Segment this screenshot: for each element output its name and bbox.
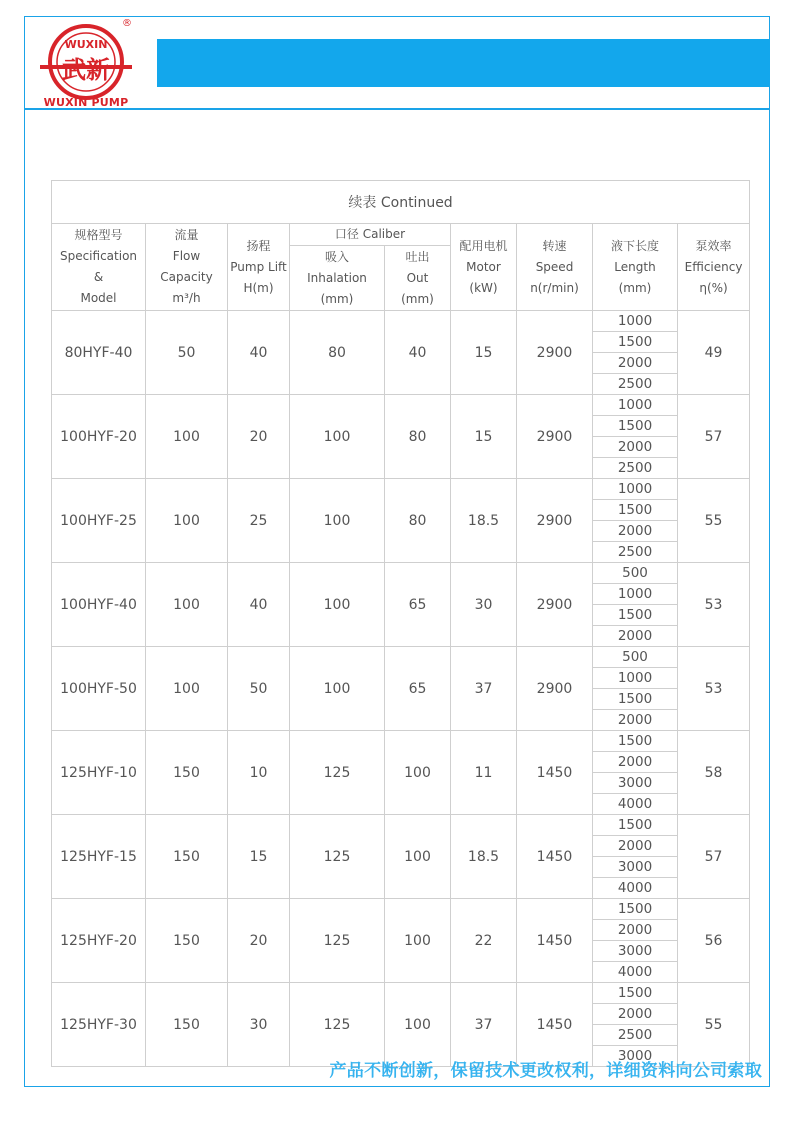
model-cell: 100HYF-40 [52,563,146,647]
table-row [52,563,750,584]
inhalation-cell: 125 [290,983,385,1067]
flow-cell: 150 [146,815,228,899]
efficiency-cell: 53 [678,563,750,647]
out-cell: 80 [385,395,451,479]
table-row [52,983,750,1004]
header-length: 液下长度 Length (mm) [593,224,678,311]
speed-cell: 1450 [517,731,593,815]
length-cell: 3000 [593,1046,678,1067]
length-cell: 4000 [593,878,678,899]
length-cell: 3000 [593,857,678,878]
lift-cell: 30 [228,983,290,1067]
motor-cell: 37 [451,647,517,731]
length-cell: 2000 [593,353,678,374]
model-cell: 100HYF-20 [52,395,146,479]
model-cell: 80HYF-40 [52,311,146,395]
length-cell: 1000 [593,584,678,605]
registered-mark: ® [122,18,132,29]
length-cell: 3000 [593,941,678,962]
motor-cell: 11 [451,731,517,815]
header-efficiency: 泵效率 Efficiency η(%) [678,224,750,311]
speed-cell: 2900 [517,311,593,395]
out-cell: 100 [385,899,451,983]
lift-cell: 25 [228,479,290,563]
length-cell: 2500 [593,374,678,395]
header-lift: 扬程 Pump Lift H(m) [228,224,290,311]
header-flow: 流量 Flow Capacity m³/h [146,224,228,311]
efficiency-cell: 56 [678,899,750,983]
flow-cell: 100 [146,395,228,479]
table-row [52,311,750,332]
header-caliber: 口径 Caliber [290,224,451,246]
flow-cell: 100 [146,563,228,647]
length-cell: 1000 [593,668,678,689]
model-cell: 125HYF-15 [52,815,146,899]
length-cell: 2000 [593,626,678,647]
logo-chinese-text: 武新 [62,56,110,84]
table-row [52,815,750,836]
lift-cell: 50 [228,647,290,731]
length-cell: 1500 [593,416,678,437]
motor-cell: 30 [451,563,517,647]
lift-cell: 40 [228,563,290,647]
table-caption: 续表 Continued [52,181,750,224]
speed-cell: 2900 [517,479,593,563]
length-cell: 1500 [593,731,678,752]
out-cell: 40 [385,311,451,395]
model-cell: 125HYF-20 [52,899,146,983]
speed-cell: 1450 [517,815,593,899]
flow-cell: 50 [146,311,228,395]
efficiency-cell: 55 [678,983,750,1067]
model-cell: 100HYF-50 [52,647,146,731]
motor-cell: 15 [451,311,517,395]
inhalation-cell: 80 [290,311,385,395]
motor-cell: 15 [451,395,517,479]
speed-cell: 2900 [517,563,593,647]
lift-cell: 15 [228,815,290,899]
length-cell: 2500 [593,542,678,563]
length-cell: 1000 [593,395,678,416]
efficiency-cell: 58 [678,731,750,815]
inhalation-cell: 100 [290,563,385,647]
header-banner [157,39,770,87]
specification-table [51,180,750,1067]
length-cell: 1000 [593,311,678,332]
table-row [52,479,750,500]
inhalation-cell: 100 [290,479,385,563]
length-cell: 2000 [593,710,678,731]
lift-cell: 20 [228,395,290,479]
length-cell: 3000 [593,773,678,794]
length-cell: 1000 [593,479,678,500]
lift-cell: 40 [228,311,290,395]
header-out: 吐出 Out (mm) [385,246,451,311]
motor-cell: 22 [451,899,517,983]
out-cell: 100 [385,983,451,1067]
length-cell: 2500 [593,1025,678,1046]
table-row [52,899,750,920]
efficiency-cell: 53 [678,647,750,731]
model-cell: 100HYF-25 [52,479,146,563]
out-cell: 100 [385,731,451,815]
out-cell: 65 [385,647,451,731]
model-cell: 125HYF-30 [52,983,146,1067]
length-cell: 1500 [593,332,678,353]
flow-cell: 150 [146,731,228,815]
footer-disclaimer: 产品不断创新，保留技术更改权利，详细资料向公司索取 [329,1061,762,1081]
efficiency-cell: 55 [678,479,750,563]
inhalation-cell: 125 [290,731,385,815]
length-cell: 500 [593,563,678,584]
speed-cell: 2900 [517,647,593,731]
length-cell: 1500 [593,689,678,710]
length-cell: 2000 [593,920,678,941]
inhalation-cell: 100 [290,395,385,479]
motor-cell: 18.5 [451,815,517,899]
length-cell: 2500 [593,458,678,479]
inhalation-cell: 125 [290,899,385,983]
length-cell: 1500 [593,815,678,836]
length-cell: 1500 [593,983,678,1004]
lift-cell: 20 [228,899,290,983]
efficiency-cell: 49 [678,311,750,395]
inhalation-cell: 100 [290,647,385,731]
speed-cell: 2900 [517,395,593,479]
out-cell: 100 [385,815,451,899]
header-spec: 规格型号 Specification & Model [52,224,146,311]
flow-cell: 100 [146,479,228,563]
inhalation-cell: 125 [290,815,385,899]
lift-cell: 10 [228,731,290,815]
length-cell: 2000 [593,836,678,857]
length-cell: 500 [593,647,678,668]
length-cell: 1500 [593,899,678,920]
table-body [52,311,750,1067]
speed-cell: 1450 [517,983,593,1067]
header-motor: 配用电机 Motor (kW) [451,224,517,311]
out-cell: 80 [385,479,451,563]
length-cell: 1500 [593,500,678,521]
table-row [52,395,750,416]
efficiency-cell: 57 [678,395,750,479]
length-cell: 4000 [593,962,678,983]
length-cell: 1500 [593,605,678,626]
table-row [52,731,750,752]
motor-cell: 37 [451,983,517,1067]
motor-cell: 18.5 [451,479,517,563]
logo-caption: WUXIN PUMP [43,96,129,109]
flow-cell: 150 [146,983,228,1067]
speed-cell: 1450 [517,899,593,983]
header-speed: 转速 Speed n(r/min) [517,224,593,311]
header-inhalation: 吸入 Inhalation (mm) [290,246,385,311]
length-cell: 2000 [593,1004,678,1025]
length-cell: 2000 [593,521,678,542]
flow-cell: 100 [146,647,228,731]
logo-top-text: WUXIN [64,38,108,51]
length-cell: 4000 [593,794,678,815]
table-row [52,647,750,668]
length-cell: 2000 [593,437,678,458]
out-cell: 65 [385,563,451,647]
model-cell: 125HYF-10 [52,731,146,815]
flow-cell: 150 [146,899,228,983]
efficiency-cell: 57 [678,815,750,899]
length-cell: 2000 [593,752,678,773]
